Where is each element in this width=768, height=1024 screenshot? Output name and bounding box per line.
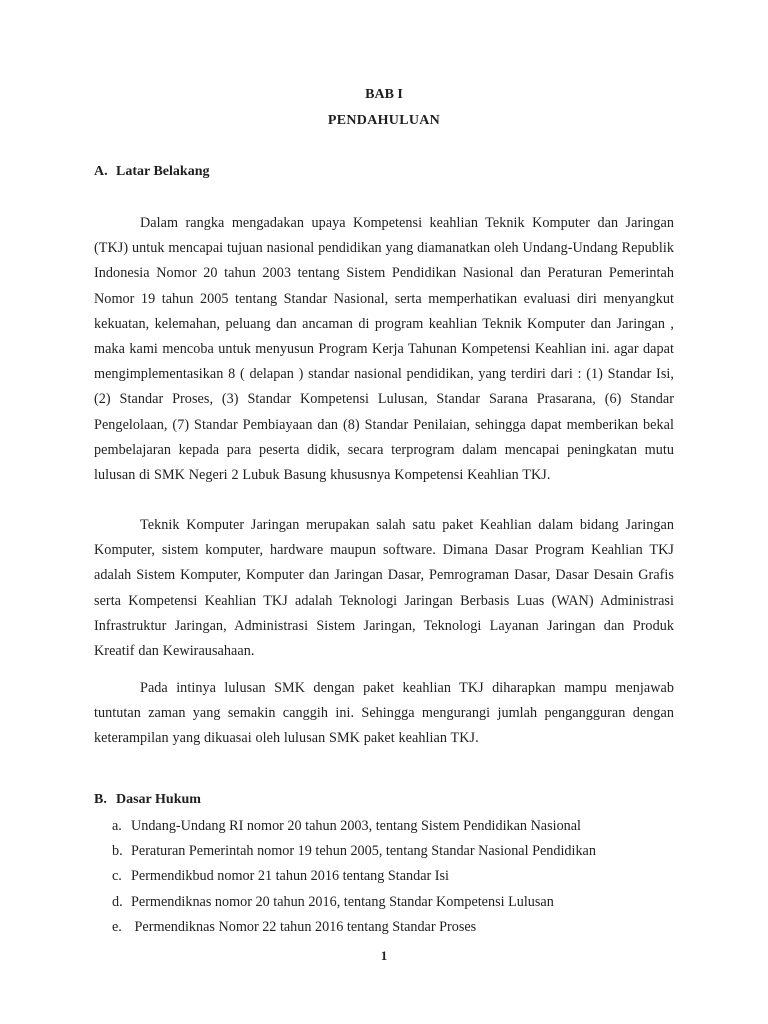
list-marker: d. (112, 893, 123, 910)
list-item (112, 839, 692, 864)
list-marker: e. (112, 918, 122, 935)
section-title: Dasar Hukum (116, 792, 201, 807)
list-item-text: Undang-Undang RI nomor 20 tahun 2003, tentang Sistem Pendidikan Nasional (131, 818, 581, 834)
chapter-title: PENDAHULUAN (327, 113, 441, 128)
list-item-text: Permendikbud nomor 21 tahun 2016 tentang Standar Isi (131, 868, 449, 885)
list-item (112, 890, 692, 915)
list-item (112, 915, 692, 940)
list-marker: b. (112, 843, 123, 860)
section-heading-latar-belakang (94, 163, 209, 181)
body-paragraph: Dalam rangka mengadakan upaya Kompetensi keahlian Teknik Komputer dan Jaringan (TKJ) untuk mencapai tujuan nasional pendidikan yang diamanatkan oleh Undang-Undang Republik Indonesia Nomor 20 tahun 2003 tentang Sistem Pendidikan Nasional dan Peraturan Pemerintah Nomor 19 tahun 2005 tentang Standar Nasional, serta memperhatikan evaluasi diri menyangkut kekuatan, kelemahan, peluang dan ancaman di program keahlian Teknik Komputer dan Jaringan , maka kami mencoba untuk menyusun Program Kerja Tahunan Kompetensi Keahlian ini. agar dapat mengimplementasikan 8 ( delapan ) standar nasional pendidikan, yang terdiri dari : (1) Standar Isi, (2) Standar Proses, (3) Standar Kompetensi Lulusan, Standar Sarana Prasarana, (6) Standar Pengelolaan, (7) Standar Pembiayaan dan (8) Standar Penilaian, sehingga dapat memberikan bekal pembelajaran kepada para peserta didik, secara terprogram dalam mencapai peningkatan mutu lulusan di SMK Negeri 2 Lubuk Basung khususnya Kompetensi Keahlian TKJ. (94, 215, 674, 484)
body-paragraph: Teknik Komputer Jaringan merupakan salah satu paket Keahlian dalam bidang Jaringan Komputer, sistem komputer, hardware maupun software. Dimana Dasar Program Keahlian TKJ adalah Sistem Komputer, Komputer dan Jaringan Dasar, Pemrograman Dasar, Dasar Desain Grafis serta Kompetensi Keahlian TKJ adalah Teknologi Jaringan Berbasis Luas (WAN) Administrasi Infrastruktur Jaringan, Administrasi Sistem Jaringan, Teknologi Layanan Jaringan dan Produk Kreatif dan Kewirausahaan. (94, 517, 674, 660)
list-item (112, 864, 692, 889)
list-item-text: Permendiknas Nomor 22 tahun 2016 tentang Standar Proses (131, 918, 477, 935)
list-item (112, 814, 692, 839)
body-paragraph: Pada intinya lulusan SMK dengan paket keahlian TKJ diharapkan mampu menjawab tuntutan zaman yang semakin canggih ini. Sehingga mengurangi jumlah pengangguran dengan keterampilan yang dikuasai oleh lulusan SMK paket keahlian TKJ. (94, 680, 674, 747)
legal-basis-list (112, 814, 692, 940)
list-item-text: Peraturan Pemerintah nomor 19 tehun 2005, tentang Standar Nasional Pendidikan (131, 843, 596, 860)
section-title: Latar Belakang (116, 164, 210, 179)
section-letter: B. (94, 792, 107, 807)
list-item-text: Permendiknas nomor 20 tahun 2016, tentang Standar Kompetensi Lulusan (131, 893, 554, 910)
section-heading-dasar-hukum (94, 791, 201, 809)
list-marker: a. (112, 818, 122, 834)
chapter-number: BAB I (365, 87, 403, 102)
section-letter: A. (94, 164, 108, 179)
page-number: 1 (380, 948, 388, 963)
list-marker: c. (112, 868, 122, 885)
